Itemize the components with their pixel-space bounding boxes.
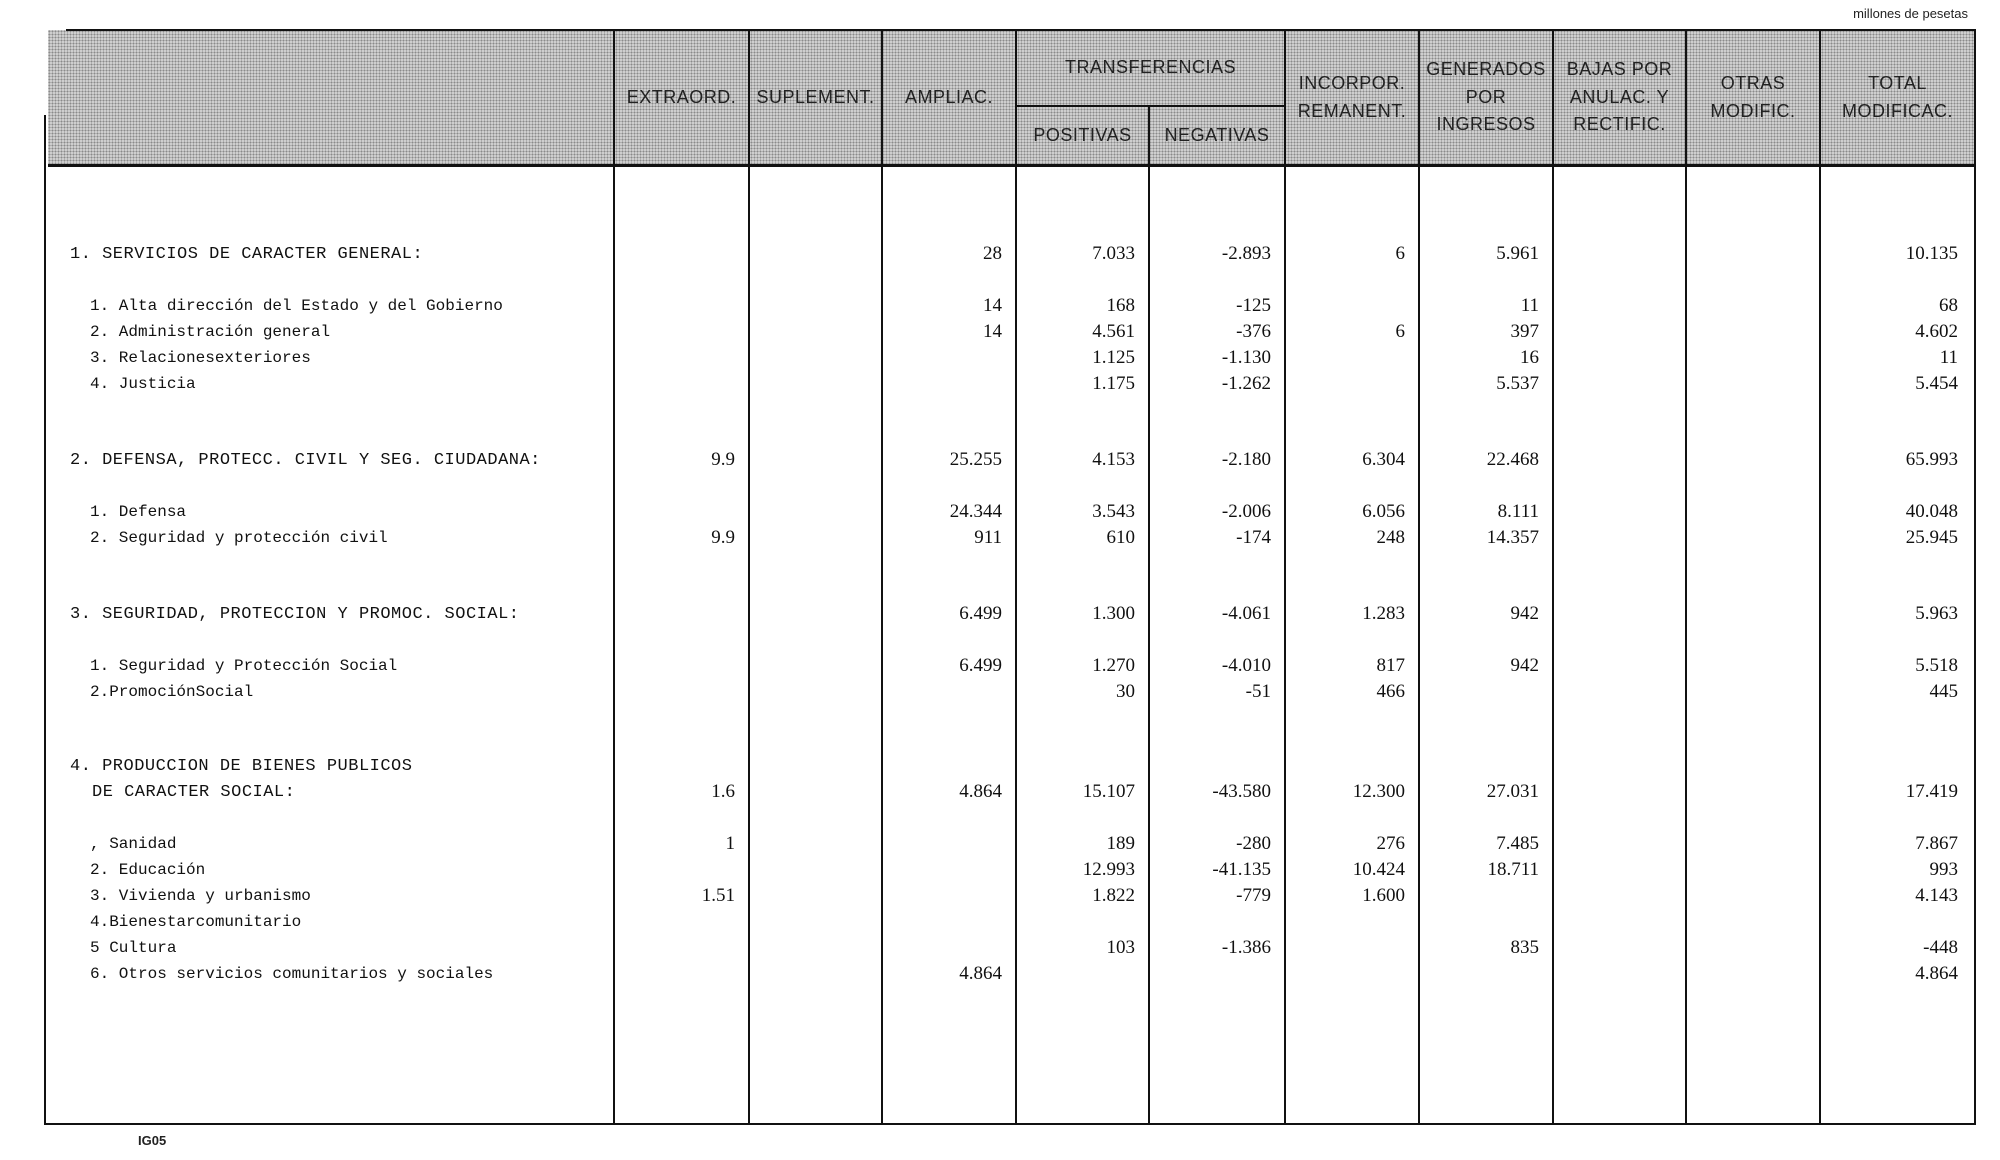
cell-generados: 18.711 <box>1487 859 1539 880</box>
cell-incorpor: 276 <box>1376 833 1405 854</box>
cell-positivas: 7.033 <box>1092 243 1135 264</box>
cell-generados: 14.357 <box>1486 527 1539 548</box>
cell-positivas: 1.125 <box>1092 347 1135 368</box>
cell-incorpor: 1.600 <box>1362 885 1405 906</box>
cell-total: 25.945 <box>1905 527 1958 548</box>
cell-ampliac: 28 <box>983 243 1002 264</box>
row-label: 2.PromociónSocial <box>90 683 254 701</box>
cell-negativas: -1.130 <box>1221 347 1271 368</box>
col-sep-8 <box>1552 30 1554 1125</box>
row-label: 3. Relacionesexteriores <box>90 349 311 367</box>
cell-ampliac: 14 <box>983 295 1002 316</box>
cell-ampliac: 6.499 <box>959 603 1002 624</box>
cell-negativas: -4.010 <box>1221 655 1271 676</box>
cell-positivas: 4.153 <box>1092 449 1135 470</box>
col-sep-4 <box>1015 30 1017 1125</box>
cell-negativas: -1.262 <box>1221 373 1271 394</box>
cell-positivas: 12.993 <box>1082 859 1135 880</box>
footer-code: IG05 <box>138 1133 167 1148</box>
cell-negativas: -376 <box>1236 321 1271 342</box>
cell-ampliac: 25.255 <box>949 449 1002 470</box>
cell-negativas: -1.386 <box>1221 937 1271 958</box>
row-label: 2. Seguridad y protección civil <box>90 529 388 547</box>
row-label: 1. SERVICIOS DE CARACTER GENERAL: <box>70 245 424 264</box>
cell-ampliac: 4.864 <box>959 781 1002 802</box>
cell-extraord: 1 <box>725 833 735 854</box>
cell-generados: 16 <box>1520 347 1539 368</box>
cell-incorpor: 6.304 <box>1362 449 1405 470</box>
cell-ampliac: 14 <box>983 321 1002 342</box>
row-label: 1. Alta dirección del Estado y del Gobierno <box>90 297 503 315</box>
row-label: 1. Defensa <box>90 503 187 521</box>
cell-positivas: 168 <box>1106 295 1135 316</box>
cell-negativas: -43.580 <box>1212 781 1271 802</box>
cell-total: 5.518 <box>1915 655 1958 676</box>
cell-incorpor: 6.056 <box>1362 501 1405 522</box>
cell-incorpor: 248 <box>1376 527 1405 548</box>
cell-incorpor: 6 <box>1395 321 1405 342</box>
cell-incorpor: 10.424 <box>1352 859 1405 880</box>
cell-positivas: 1.822 <box>1092 885 1135 906</box>
cell-negativas: -779 <box>1236 885 1271 906</box>
cell-positivas: 1.175 <box>1092 373 1135 394</box>
cell-total: 10.135 <box>1905 243 1958 264</box>
header-bajas: BAJAS POR ANULAC. Y RECTIFIC. <box>1566 58 1673 135</box>
col-sep-10 <box>1819 30 1821 1125</box>
cell-generados: 5.537 <box>1496 373 1539 394</box>
cell-total: 4.602 <box>1915 321 1958 342</box>
cell-total: 5.454 <box>1915 373 1958 394</box>
cell-extraord: 1.6 <box>711 781 735 802</box>
cell-ampliac: 4.864 <box>959 963 1002 984</box>
cell-generados: 942 <box>1510 603 1539 624</box>
cell-positivas: 15.107 <box>1082 781 1135 802</box>
cell-generados: 835 <box>1510 937 1539 958</box>
col-sep-2 <box>748 30 750 1125</box>
cell-total: 4.143 <box>1915 885 1958 906</box>
cell-positivas: 1.300 <box>1092 603 1135 624</box>
row-label: DE CARACTER SOCIAL: <box>92 783 296 802</box>
header-incorpor: INCORPOR. REMANENT. <box>1297 72 1407 121</box>
cell-negativas: -51 <box>1245 681 1271 702</box>
cell-incorpor: 12.300 <box>1352 781 1405 802</box>
row-label: 2. Educación <box>90 861 206 879</box>
cell-negativas: -174 <box>1236 527 1271 548</box>
header-otras: OTRAS MODIFIC. <box>1710 72 1796 121</box>
row-label: 4. PRODUCCION DE BIENES PUBLICOS <box>70 757 413 776</box>
header-positivas: POSITIVAS <box>1033 125 1132 146</box>
cell-negativas: -2.006 <box>1221 501 1271 522</box>
cell-incorpor: 817 <box>1376 655 1405 676</box>
row-label: 2. DEFENSA, PROTECC. CIVIL Y SEG. CIUDADANA: <box>70 451 541 470</box>
cell-negativas: -4.061 <box>1221 603 1271 624</box>
header-negativas: NEGATIVAS <box>1164 125 1270 146</box>
cell-total: 11 <box>1939 347 1958 368</box>
row-label: 4.Bienestarcomunitario <box>90 913 302 931</box>
row-label: 6. Otros servicios comunitarios y sociales <box>90 965 494 983</box>
cell-total: 7.867 <box>1915 833 1958 854</box>
header-generados: GENERADOS POR INGRESOS <box>1426 58 1546 135</box>
cell-negativas: -280 <box>1236 833 1271 854</box>
cell-generados: 942 <box>1510 655 1539 676</box>
cell-total: -448 <box>1923 937 1958 958</box>
col-sep-1 <box>613 30 615 1125</box>
cell-extraord: 1.51 <box>701 885 735 906</box>
cell-negativas: -125 <box>1236 295 1271 316</box>
cell-positivas: 610 <box>1106 527 1135 548</box>
cell-ampliac: 24.344 <box>949 501 1002 522</box>
cell-generados: 27.031 <box>1486 781 1539 802</box>
cell-total: 4.864 <box>1915 963 1958 984</box>
cell-ampliac: 911 <box>974 527 1002 548</box>
col-sep-6 <box>1284 30 1286 1125</box>
cell-positivas: 3.543 <box>1092 501 1135 522</box>
cell-generados: 11 <box>1520 295 1539 316</box>
header-ampliac: AMPLIAC. <box>904 86 994 107</box>
header-total: TOTAL MODIFICAC. <box>1842 72 1953 121</box>
row-label: 1. Seguridad y Protección Social <box>90 657 398 675</box>
cell-extraord: 9.9 <box>711 527 735 548</box>
cell-negativas: -41.135 <box>1212 859 1271 880</box>
row-label: 2. Administración general <box>90 323 331 341</box>
cell-total: 445 <box>1929 681 1958 702</box>
header-suplement: SUPLEMENT. <box>756 86 875 107</box>
col-sep-7 <box>1418 30 1420 1125</box>
cell-total: 17.419 <box>1905 781 1958 802</box>
cell-incorpor: 1.283 <box>1362 603 1405 624</box>
cell-generados: 7.485 <box>1496 833 1539 854</box>
row-label: 3. SEGURIDAD, PROTECCION Y PROMOC. SOCIAL: <box>70 605 520 624</box>
header-transferencias: TRANSFERENCIAS <box>1064 56 1237 77</box>
cell-positivas: 103 <box>1106 937 1135 958</box>
row-label: 5 Cultura <box>90 939 177 957</box>
col-sep-9 <box>1685 30 1687 1125</box>
row-label: 3. Vivienda y urbanismo <box>90 887 311 905</box>
row-label: 4. Justicia <box>90 375 196 393</box>
right-border <box>1974 30 1976 1125</box>
cell-total: 40.048 <box>1905 501 1958 522</box>
row-label: , Sanidad <box>90 835 177 853</box>
cell-generados: 397 <box>1510 321 1539 342</box>
cell-generados: 5.961 <box>1496 243 1539 264</box>
cell-positivas: 1.270 <box>1092 655 1135 676</box>
cell-extraord: 9.9 <box>711 449 735 470</box>
cell-positivas: 189 <box>1106 833 1135 854</box>
cell-positivas: 4.561 <box>1092 321 1135 342</box>
cell-total: 68 <box>1939 295 1958 316</box>
cell-total: 993 <box>1929 859 1958 880</box>
left-border <box>44 115 46 1125</box>
cell-incorpor: 466 <box>1376 681 1405 702</box>
cell-negativas: -2.180 <box>1221 449 1271 470</box>
cell-negativas: -2.893 <box>1221 243 1271 264</box>
cell-positivas: 30 <box>1116 681 1135 702</box>
col-sep-3 <box>881 30 883 1125</box>
cell-total: 65.993 <box>1905 449 1958 470</box>
cell-incorpor: 6 <box>1395 243 1405 264</box>
header-extraord: EXTRAORD. <box>626 86 737 107</box>
cell-generados: 22.468 <box>1486 449 1539 470</box>
cell-total: 5.963 <box>1915 603 1958 624</box>
unit-label: millones de pesetas <box>1853 6 1968 21</box>
cell-ampliac: 6.499 <box>959 655 1002 676</box>
cell-generados: 8.111 <box>1497 501 1539 522</box>
